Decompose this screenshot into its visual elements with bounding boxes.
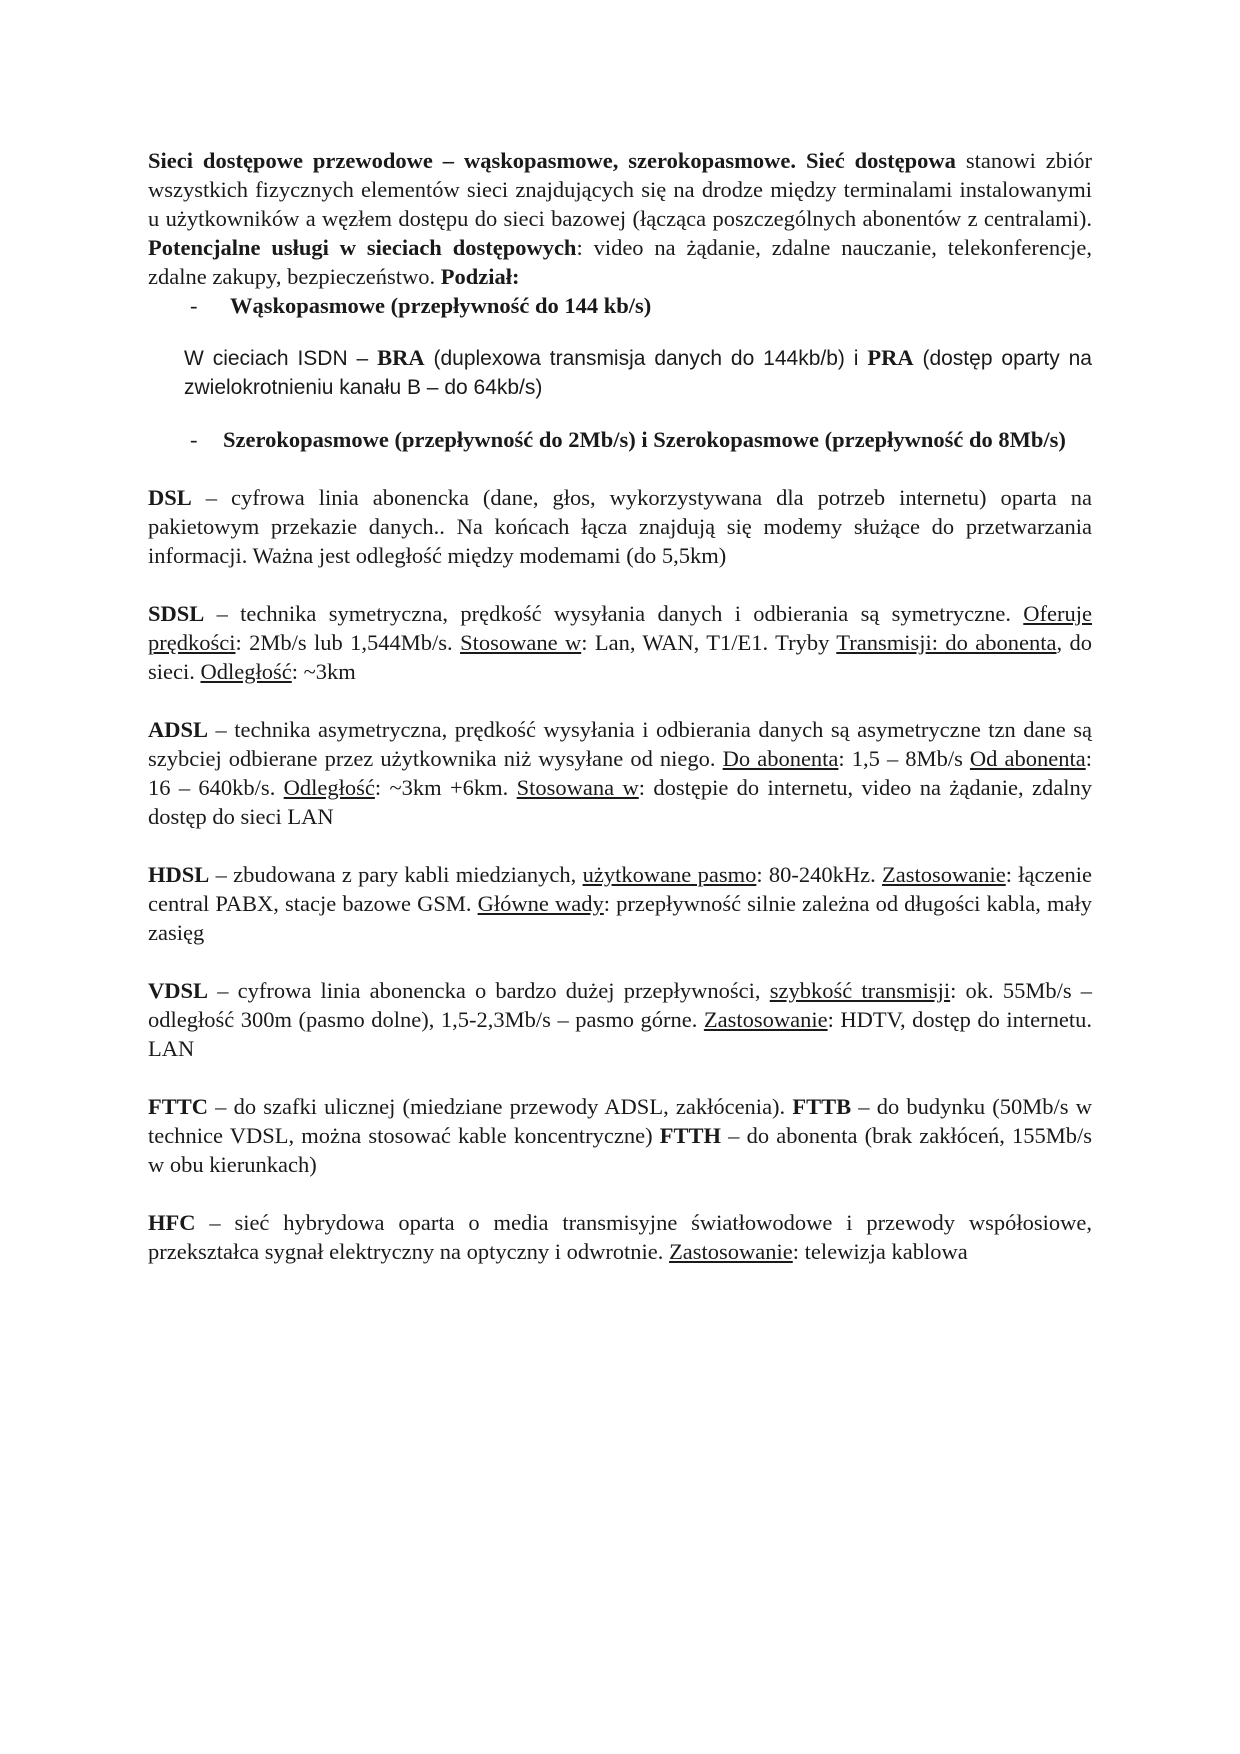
vdsl-paragraph [148,976,1092,1063]
hdsl-underline: Główne wady [477,891,604,916]
sdsl-term: SDSL [148,601,205,626]
services-text: : video na żądanie, zdalne nauczanie, telekonferencje, zdalne zakupy, bezpieczeństwo. [148,235,1092,289]
fttx-text: – do szafki ulicznej (miedziane przewody ADSL, zakłócenia). [208,1094,793,1119]
definition-text: stanowi zbiór wszystkich fizycznych elementów sieci znajdujących się na drodze między terminalami instalowanymi u użytkowników a węzłem dostępu do sieci bazowej (łącząca poszczególnych abonentów z centralami). [148,148,1093,231]
adsl-underline: Stosowana w [516,775,639,800]
fttb-term: FTTB [792,1094,852,1119]
vdsl-text: – cyfrowa linia abonencka o bardzo dużej przepływności, [208,978,770,1003]
bullet-dash: - [190,427,198,452]
isdn-pra: PRA [867,345,914,370]
adsl-text: : dostępie do internetu, video na żądanie, zdalny dostęp do sieci LAN [148,775,1092,829]
narrowband-title: Wąskopasmowe (przepływność do 144 kb/s) [230,293,652,318]
doc-title: Sieci dostępowe przewodowe – wąskopasmowe, szerokopasmowe. [148,148,796,173]
isdn-text-2: (duplexowa transmisja danych do 144kb/b) i [424,347,868,370]
hfc-underline: Zastosowanie [669,1239,793,1264]
vdsl-text: : ok. 55Mb/s – odległość 300m (pasmo dolne), 1,5-2,3Mb/s – pasmo górne. [148,978,1093,1032]
sdsl-underline: Odległość [200,659,292,684]
isdn-text-1: W cieciach ISDN – [184,347,378,370]
hdsl-text: – zbudowana z pary kabli miedzianych, [209,862,583,887]
isdn-text-3: (dostęp oparty na zwielokrotnieniu kanału B – do 64kb/s) [184,347,1092,399]
adsl-text: – technika asymetryczna, prędkość wysyłania i odbierania danych są asymetryczne tzn dane są szybciej odbierane przez użytkownika niż wysyłane od niego. [148,717,1092,771]
fttx-paragraph [148,1092,1092,1179]
bullet-broadband [148,425,1092,454]
broadband-title: Szerokopasmowe (przepływność do 2Mb/s) i Szerokopasmowe (przepływność do 8Mb/s) [223,427,1066,452]
adsl-text: : ~3km +6km. [374,775,517,800]
dsl-paragraph [148,483,1092,570]
fttx-text: – do budynku (50Mb/s w technice VDSL, można stosować kable koncentryczne) [148,1094,1092,1148]
adsl-underline: Do abonenta [722,746,839,771]
hfc-paragraph [148,1208,1092,1266]
hdsl-text: : 80-240kHz. [756,862,883,887]
hdsl-term: HDSL [148,862,210,887]
adsl-term: ADSL [148,717,209,742]
hdsl-paragraph [148,860,1092,947]
dsl-text: – cyfrowa linia abonencka (dane, głos, wykorzystywana dla potrzeb internetu) oparta na pakietowym przekazie danych.. Na końcach łącza znajdują się modemy służące do przetwarzania informacji. Ważna jest odległość między modemami (do 5,5km) [148,485,1092,568]
document-page [148,146,1092,1266]
bullet-dash: - [190,293,198,318]
bullet-narrowband [148,291,1092,320]
sdsl-underline: Transmisji: do abonenta [836,630,1057,655]
vdsl-term: VDSL [148,978,209,1003]
sdsl-underline: Oferuje prędkości [148,601,1092,655]
hdsl-underline: Zastosowanie [882,862,1006,887]
vdsl-text: : HDTV, dostęp do internetu. LAN [148,1007,1092,1061]
vdsl-underline: szybkość transmisji [769,978,951,1003]
isdn-bra: BRA [377,345,425,370]
adsl-text: : 16 – 640kb/s. [148,746,1092,800]
sdsl-text: : ~3km [291,659,356,684]
division-term: Podział: [440,264,520,289]
sdsl-text: : Lan, WAN, T1/E1. Tryby [581,630,837,655]
definition-term: Sieć dostępowa [805,148,956,173]
vdsl-underline: Zastosowanie [703,1007,828,1032]
dsl-term: DSL [148,485,192,510]
hdsl-underline: użytkowane pasmo [582,862,757,887]
hdsl-text: : łączenie central PABX, stacje bazowe GSM. [148,862,1092,916]
sdsl-text: : 2Mb/s lub 1,544Mb/s. [235,630,461,655]
sdsl-text: – technika symetryczna, prędkość wysyłania danych i odbierania są symetryczne. [204,601,1024,626]
sdsl-text: , do sieci. [148,630,1092,684]
adsl-underline: Od abonenta [969,746,1086,771]
hfc-text: – sieć hybrydowa oparta o media transmisyjne światłowodowe i przewody współosiowe, przekształca sygnał elektryczny na optyczny i odwrotnie. [148,1210,1092,1264]
adsl-text: : 1,5 – 8Mb/s [838,746,970,771]
hdsl-text: : przepływność silnie zależna od długości kabla, mały zasięg [148,891,1092,945]
adsl-underline: Odległość [283,775,375,800]
hfc-term: HFC [148,1210,196,1235]
fttx-text: – do abonenta (brak zakłóceń, 155Mb/s w obu kierunkach) [148,1123,1092,1177]
fttc-term: FTTC [148,1094,209,1119]
services-term: Potencjalne usługi w sieciach dostępowych [148,235,577,260]
intro-paragraph [148,146,1092,291]
hfc-text: : telewizja kablowa [792,1239,968,1264]
ftth-term: FTTH [659,1123,722,1148]
sdsl-underline: Stosowane w [460,630,582,655]
isdn-paragraph [148,343,1092,402]
adsl-paragraph [148,715,1092,831]
sdsl-paragraph [148,599,1092,686]
